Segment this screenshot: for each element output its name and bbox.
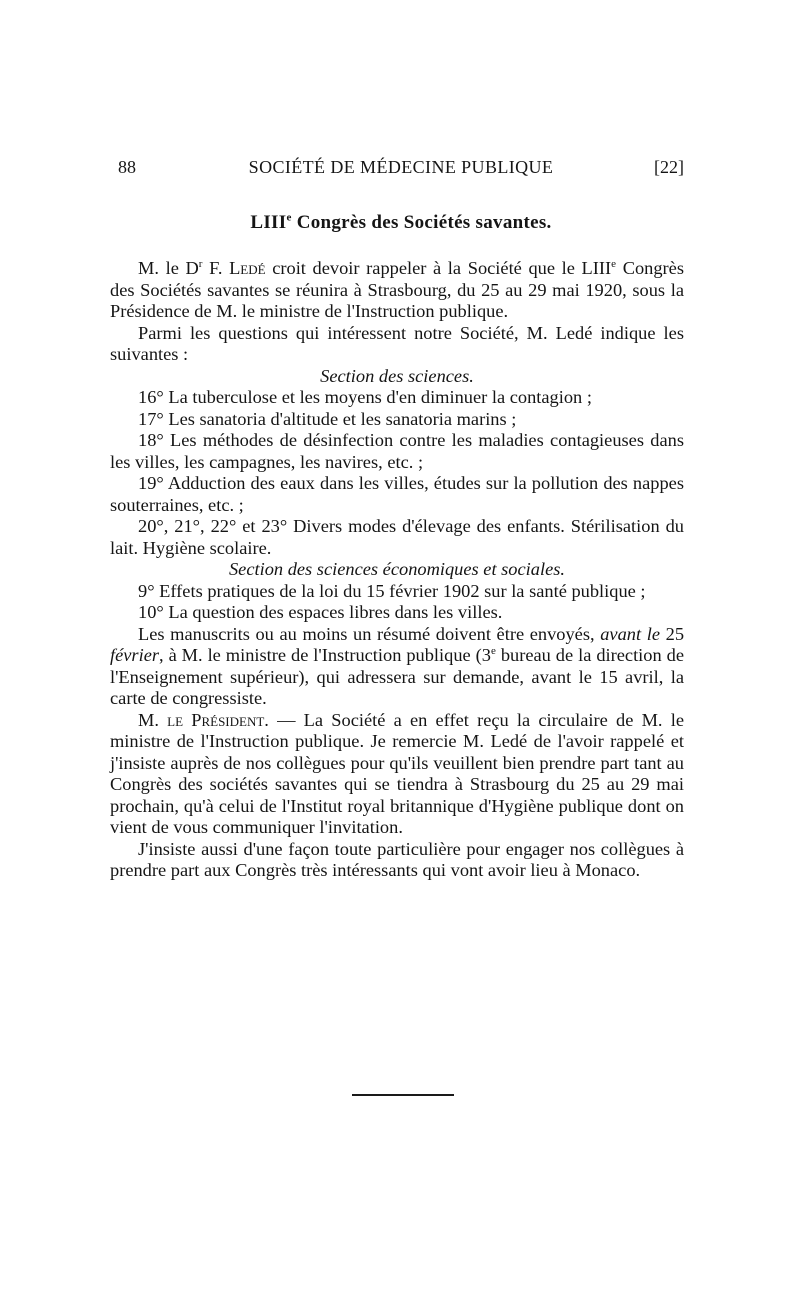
manuscripts-sup: e	[490, 644, 496, 657]
paragraph-announcement	[110, 258, 684, 323]
p1-text-d: Congrès des Sociétés savantes se réunira à Strasbourg, du 25 au 29 mai 1920, sous la Présidence de M. le ministre de l'Instruction publique.	[110, 258, 684, 321]
body-text	[110, 258, 684, 882]
manuscripts-text-b: 25	[660, 623, 685, 644]
list-item: 16° La tuberculose et les moyens d'en diminuer la contagion ;	[138, 387, 592, 407]
president-text: — La Société a en effet reçu la circulaire de M. le ministre de l'Instruction publique. Je remercie M. Ledé de l'avoir rappelé et j'insiste auprès de nos collègues pour qu'ils veuillent bien prendre part tant au Congrès des sociétés savantes qui se tiendra à Strasbourg du 25 au 29 mai prochain, qu'à celui de l'Institut royal britannique d'Hygiène publique dont on vient de vous communiquer l'invitation.	[110, 709, 684, 837]
p1-text-b: F.	[209, 258, 230, 278]
manuscripts-text-c: , à M. le ministre de l'Instruction publique (3	[159, 645, 491, 665]
p1-text-a: M. le D	[138, 258, 199, 278]
title-numeral-sup: e	[286, 211, 292, 224]
p1-name: Ledé	[229, 258, 266, 278]
section-title	[118, 212, 684, 234]
title-text: Congrès des Sociétés savantes.	[296, 212, 552, 233]
paragraph-manuscripts	[110, 624, 684, 710]
section-heading-economiques: Section des sciences économiques et sociales.	[228, 559, 566, 579]
paragraph-president	[110, 710, 684, 839]
p1-text-c: croit devoir rappeler à la Société que le LIII	[265, 258, 612, 278]
list-item: 19° Adduction des eaux dans les villes, études sur la pollution des nappes souterraines, etc. ;	[110, 473, 684, 515]
paragraph-questions: Parmi les questions qui intéressent notre Société, M. Ledé indique les suivantes :	[110, 322, 684, 364]
section-heading-sciences: Section des sciences.	[320, 365, 474, 386]
list-item: 9° Effets pratiques de la loi du 15 février 1902 sur la santé publique ;	[138, 580, 646, 601]
manuscripts-text-a: Les manuscrits ou au moins un résumé doivent être envoyés,	[138, 623, 601, 644]
running-title: SOCIÉTÉ DE MÉDECINE PUBLIQUE	[248, 157, 554, 177]
closing-rule	[352, 1094, 454, 1096]
title-numeral: LIII	[250, 212, 287, 233]
manuscripts-italic-b: février	[110, 645, 160, 665]
list-item: 18° Les méthodes de désinfection contre les maladies contagieuses dans les villes, les campagnes, les navires, etc. ;	[110, 430, 684, 472]
list-item: 20°, 21°, 22° et 23° Divers modes d'élevage des enfants. Stérilisation du lait. Hygiène scolaire.	[110, 516, 684, 558]
p1-sup-c: e	[611, 257, 617, 270]
paragraph-final: J'insiste aussi d'une façon toute particulière pour engager nos collègues à prendre part aux Congrès très intéressants qui vont avoir lieu à Monaco.	[110, 838, 684, 880]
manuscripts-italic-a: avant le	[600, 623, 660, 644]
manuscripts-text-d: bureau de la direction de l'Enseignement supérieur), qui adressera sur demande, avant le 15 avril, la carte de congressiste.	[110, 645, 684, 708]
running-head	[118, 157, 684, 181]
p1-sup-a: r	[198, 257, 203, 270]
list-item: 17° Les sanatoria d'altitude et les sanatoria marins ;	[138, 408, 517, 429]
page-number: 88	[118, 157, 136, 177]
list-item: 10° La question des espaces libres dans les villes.	[138, 602, 503, 622]
speaker-label: M. le Président.	[138, 709, 269, 730]
folio-number: [22]	[654, 157, 684, 177]
